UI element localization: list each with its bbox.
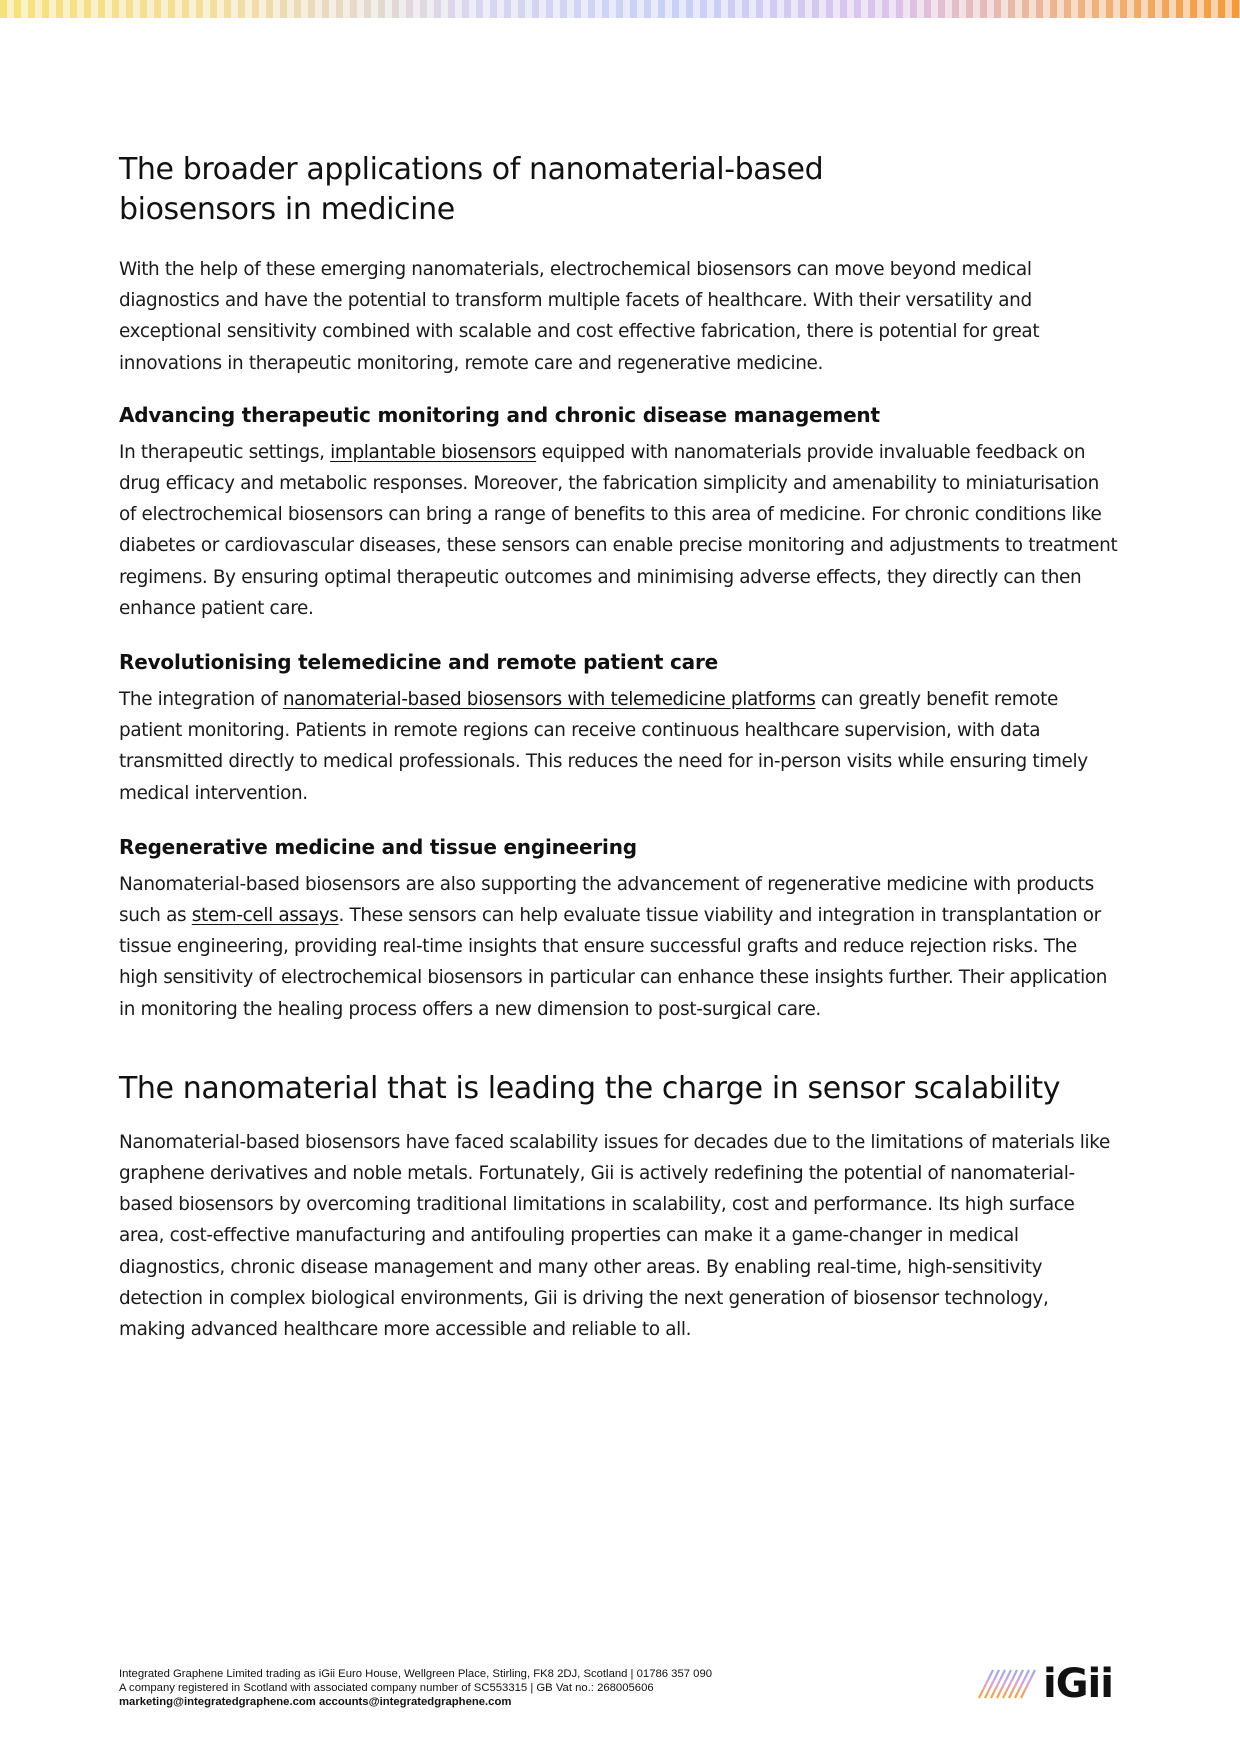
therapeutic-text-end: equipped with nanomaterials provide invaluable feedback on drug efficacy and metabolic responses. Moreover, the fabrication simplicity and amenability to miniaturisation of electrochemical biosensors can bring a range of benefits to this area of medicine. For chronic conditions like diabetes or cardiovascular diseases, these sensors can enable precise monitoring and adjustments to treatment regimens. By ensuring optimal therapeutic outcomes and minimising adverse effects, they directly can then enhance patient care. bbox=[119, 441, 1118, 619]
igii-logo-text: iGii bbox=[1043, 1661, 1113, 1707]
regenerative-text-end: . These sensors can help evaluate tissue viability and integration in transplantation or tissue engineering, providing real-time insights that ensure successful grafts and reduce rejection risks. The high sensitivity of electrochemical biosensors in particular can enhance these insights further. Their application in monitoring the healing process offers a new dimension to post-surgical care. bbox=[119, 905, 1108, 1020]
heading-therapeutic-monitoring: Advancing therapeutic monitoring and chronic disease management bbox=[119, 402, 880, 427]
therapeutic-text-start: In therapeutic settings, bbox=[119, 441, 331, 463]
link-stem-cell-assays[interactable]: stem-cell assays bbox=[191, 905, 339, 927]
decorative-gradient-bar bbox=[0, 0, 1240, 18]
heading-telemedicine: Revolutionising telemedicine and remote patient care bbox=[119, 650, 719, 675]
footer-registration: A company registered in Scotland with associated company number of SC553315 | GB Vat no.: 268005606 bbox=[119, 1682, 654, 1694]
igii-logo bbox=[975, 1660, 1125, 1708]
heading-regenerative-medicine: Regenerative medicine and tissue engineering bbox=[119, 834, 637, 859]
therapeutic-paragraph bbox=[119, 437, 1119, 624]
regenerative-paragraph bbox=[119, 869, 1119, 1025]
regenerative-text-start: Nanomaterial-based biosensors are also supporting the advancement of regenerative medicine with products such as bbox=[119, 873, 1094, 927]
telemedicine-text-start: The integration of bbox=[119, 689, 283, 711]
igii-wave-logo-icon bbox=[975, 1664, 1039, 1704]
link-implantable-biosensors[interactable]: implantable biosensors bbox=[330, 441, 537, 463]
intro-paragraph: With the help of these emerging nanomaterials, electrochemical biosensors can move beyond medical diagnostics and have the potential to transform multiple facets of healthcare. With their versatility and exceptional sensitivity combined with scalable and cost effective fabrication, there is potential for great innovations in therapeutic monitoring, remote care and regenerative medicine. bbox=[119, 259, 1040, 374]
footer-address: Integrated Graphene Limited trading as iGii Euro House, Wellgreen Place, Stirling, FK8 2DJ, Scotland | 01786 357 090 bbox=[119, 1668, 713, 1680]
footer-emails: marketing@integratedgraphene.com accounts@integratedgraphene.com bbox=[119, 1696, 512, 1708]
document-body bbox=[119, 150, 1119, 1345]
footer bbox=[119, 1667, 819, 1709]
link-telemedicine-platforms[interactable]: nanomaterial-based biosensors with telemedicine platforms bbox=[282, 689, 816, 711]
telemedicine-paragraph bbox=[119, 684, 1119, 809]
section-title-applications: The broader applications of nanomaterial-based biosensors in medicine bbox=[119, 152, 824, 227]
section-title-scalability: The nanomaterial that is leading the charge in sensor scalability bbox=[119, 1070, 1061, 1106]
telemedicine-text-end: can greatly benefit remote patient monitoring. Patients in remote regions can receive continuous healthcare supervision, with data transmitted directly to medical professionals. This reduces the need for in-person visits while ensuring timely medical intervention. bbox=[119, 689, 1088, 804]
scalability-paragraph: Nanomaterial-based biosensors have faced scalability issues for decades due to the limitations of materials like graphene derivatives and noble metals. Fortunately, Gii is actively redefining the potential of nanomaterial-based biosensors by overcoming traditional limitations in scalability, cost and performance. Its high surface area, cost-effective manufacturing and antifouling properties can make it a game-changer in medical diagnostics, chronic disease management and many other areas. By enabling real-time, high-sensitivity detection in complex biological environments, Gii is driving the next generation of biosensor technology, making advanced healthcare more accessible and reliable to all. bbox=[119, 1131, 1110, 1341]
